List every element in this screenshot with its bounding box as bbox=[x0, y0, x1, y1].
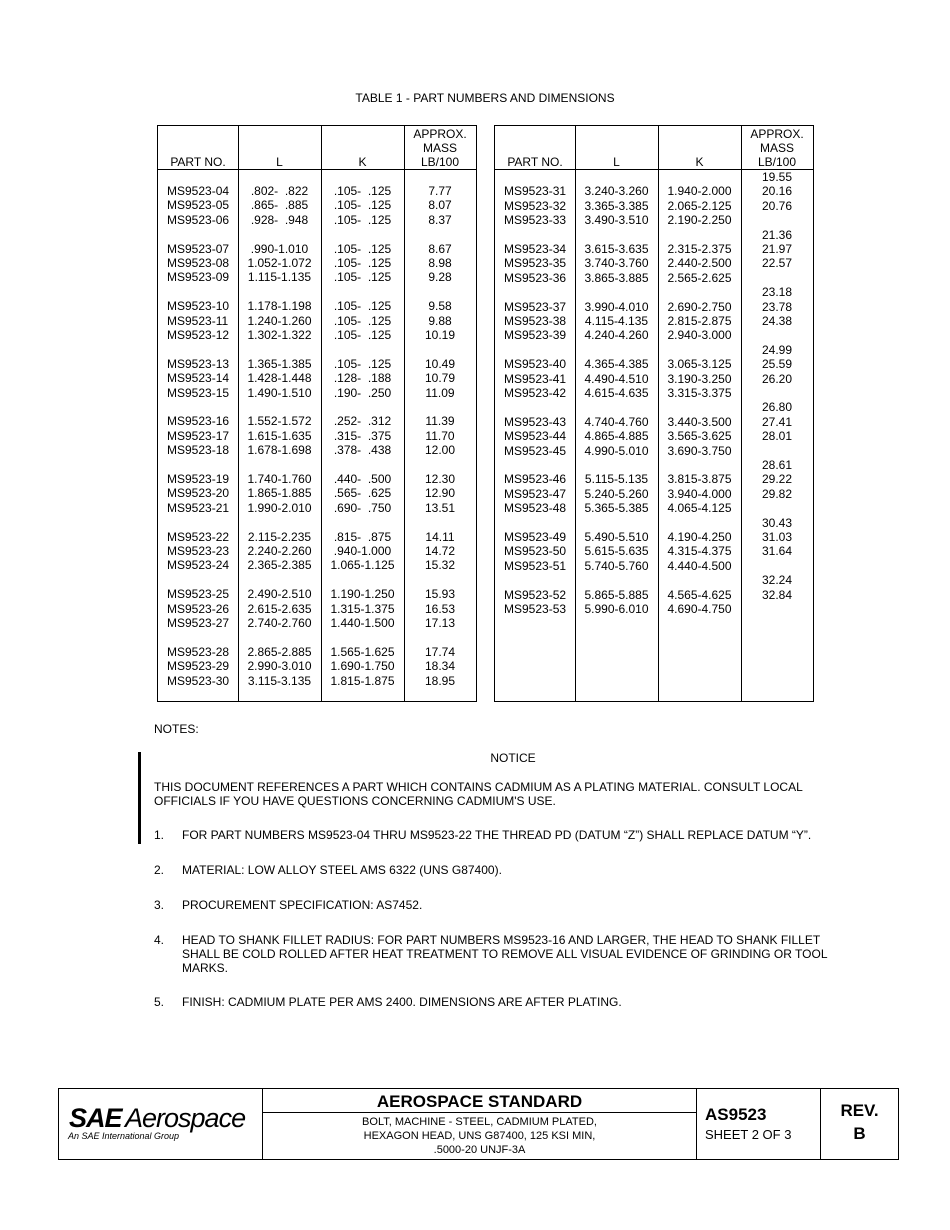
cell-k: .690- .750 bbox=[333, 500, 392, 515]
cell-l: 2.365-2.385 bbox=[247, 558, 312, 573]
cell-k: 2.815-2.875 bbox=[667, 314, 732, 328]
cell-part-no: MS9523-42 bbox=[504, 386, 567, 400]
cell-part-no: MS9523-22 bbox=[167, 529, 230, 544]
cell-l: 5.865-5.885 bbox=[584, 587, 649, 602]
cell-part-no: MS9523-43 bbox=[504, 414, 567, 429]
cell-mass: 17.13 bbox=[424, 616, 456, 630]
cell-part-no: MS9523-48 bbox=[504, 501, 567, 516]
cell-k: .815- .875 bbox=[333, 529, 392, 544]
cell-k: 2.190-2.250 bbox=[667, 213, 732, 228]
cell-k: .440- .500 bbox=[333, 472, 392, 486]
cell-mass: 15.32 bbox=[424, 558, 456, 573]
cell-k: .105- .125 bbox=[333, 313, 392, 328]
header-mass-line3: LB/100 bbox=[420, 155, 460, 169]
cell-part-no: MS9523-29 bbox=[167, 659, 230, 674]
cell-part-no: MS9523-26 bbox=[167, 601, 230, 616]
cell-l: 1.365-1.385 bbox=[247, 356, 312, 371]
cell-mass: 29.22 bbox=[761, 472, 793, 487]
cell-l: 1.552-1.572 bbox=[247, 414, 312, 429]
cell-k: .128- .188 bbox=[333, 371, 392, 386]
cell-part-no: MS9523-39 bbox=[504, 328, 567, 343]
cell-part-no: MS9523-04 bbox=[167, 184, 230, 198]
table-title: TABLE 1 - PART NUMBERS AND DIMENSIONS bbox=[355, 91, 615, 105]
note-text: FOR PART NUMBERS MS9523-04 THRU MS9523-22 THE THREAD PD (DATUM “Z”) SHALL REPLACE DATUM “Y”. bbox=[182, 828, 812, 842]
cell-l: 2.115-2.235 bbox=[247, 529, 312, 544]
cell-part-no: MS9523-37 bbox=[504, 299, 567, 314]
cell-part-no: MS9523-11 bbox=[167, 313, 229, 328]
cell-k: .105- .125 bbox=[333, 241, 392, 256]
cell-l: 3.365-3.385 bbox=[584, 198, 649, 213]
cell-l: 4.490-4.510 bbox=[584, 371, 649, 386]
cell-mass: 11.70 bbox=[425, 428, 455, 443]
cell-part-no: MS9523-31 bbox=[504, 184, 567, 199]
cell-k: 1.940-2.000 bbox=[667, 184, 732, 199]
cell-l: 1.490-1.510 bbox=[247, 385, 312, 400]
cell-part-no: MS9523-38 bbox=[504, 314, 567, 328]
cell-l: 4.365-4.385 bbox=[584, 357, 649, 372]
cell-l: 3.865-3.885 bbox=[584, 270, 649, 285]
cell-mass: 32.84 bbox=[761, 587, 793, 602]
cell-part-no: MS9523-24 bbox=[167, 558, 230, 573]
cell-l: 4.740-4.760 bbox=[584, 414, 649, 429]
cell-mass: 10.79 bbox=[424, 371, 456, 386]
header-mass-line1: APPROX. bbox=[750, 127, 804, 141]
note-text: MATERIAL: LOW ALLOY STEEL AMS 6322 (UNS G87400). bbox=[182, 863, 502, 877]
cell-k: 2.690-2.750 bbox=[667, 299, 732, 314]
cell-part-no: MS9523-30 bbox=[167, 673, 230, 688]
notes-label: NOTES: bbox=[154, 722, 199, 736]
cell-l: 5.740-5.760 bbox=[584, 558, 649, 573]
cell-part-no: MS9523-46 bbox=[504, 472, 567, 487]
cell-l: 5.615-5.635 bbox=[584, 544, 649, 559]
cell-l: 4.115-4.135 bbox=[584, 314, 649, 328]
cell-l: 1.428-1.448 bbox=[247, 371, 312, 386]
notice-text: THIS DOCUMENT REFERENCES A PART WHICH CONTAINS CADMIUM AS A PLATING MATERIAL. CONSULT LOCAL OFFICIALS IF YOU HAVE QUESTIONS CONCERNING CADMIUM'S USE. bbox=[154, 780, 803, 808]
cell-mass: 20.16 bbox=[761, 184, 793, 199]
note-number: 1. bbox=[154, 828, 165, 842]
cell-part-no: MS9523-21 bbox=[167, 500, 230, 515]
cell-l: 1.178-1.198 bbox=[247, 299, 312, 314]
cell-k: 4.690-4.750 bbox=[667, 602, 732, 616]
table-header bbox=[495, 126, 813, 170]
cell-part-no: MS9523-25 bbox=[167, 587, 230, 602]
cell-k: 2.315-2.375 bbox=[667, 242, 732, 256]
revision-label: REV. bbox=[840, 1101, 879, 1120]
cell-mass: 14.72 bbox=[424, 544, 456, 558]
cell-part-no: MS9523-52 bbox=[504, 587, 567, 602]
cell-l: 5.990-6.010 bbox=[584, 602, 649, 616]
cell-mass: 23.18 bbox=[761, 285, 793, 300]
cell-l: 2.740-2.760 bbox=[247, 616, 312, 630]
logo-aerospace-text: Aerospace bbox=[125, 1103, 246, 1133]
cell-k: .940-1.000 bbox=[333, 544, 392, 558]
cell-mass: 31.03 bbox=[761, 530, 793, 544]
note-text: FINISH: CADMIUM PLATE PER AMS 2400. DIMENSIONS ARE AFTER PLATING. bbox=[182, 995, 622, 1009]
notice-title: NOTICE bbox=[490, 751, 536, 765]
cell-l: 5.240-5.260 bbox=[584, 486, 649, 501]
cell-k: 3.315-3.375 bbox=[667, 386, 732, 400]
standard-heading: AEROSPACE STANDARD bbox=[263, 1089, 696, 1113]
cell-mass: 32.24 bbox=[761, 573, 793, 588]
sheet-number: SHEET 2 OF 3 bbox=[705, 1127, 792, 1142]
cell-l: 5.115-5.135 bbox=[584, 472, 649, 487]
cell-mass: 8.98 bbox=[428, 256, 452, 270]
cell-mass: 30.43 bbox=[761, 515, 793, 530]
cell-part-no: MS9523-50 bbox=[504, 544, 567, 559]
cell-l: .928- .948 bbox=[250, 212, 309, 227]
cell-part-no: MS9523-27 bbox=[167, 616, 230, 630]
document-description bbox=[263, 1115, 696, 1157]
cell-l: 3.240-3.260 bbox=[584, 184, 649, 199]
cell-k: 1.065-1.125 bbox=[330, 558, 395, 573]
cell-part-no: MS9523-15 bbox=[167, 385, 230, 400]
cell-part-no: MS9523-09 bbox=[167, 270, 230, 285]
cell-k: 4.315-4.375 bbox=[667, 544, 732, 559]
cell-k: .252- .312 bbox=[333, 414, 392, 429]
cell-part-no: MS9523-32 bbox=[504, 198, 567, 213]
cell-mass: 27.41 bbox=[761, 414, 793, 429]
cell-k: 3.815-3.875 bbox=[667, 472, 732, 487]
cell-l: 3.490-3.510 bbox=[584, 213, 649, 228]
cell-mass: 8.67 bbox=[428, 241, 452, 256]
cell-k: 2.940-3.000 bbox=[667, 328, 732, 343]
note-text: PROCUREMENT SPECIFICATION: AS7452. bbox=[182, 898, 423, 912]
cell-mass: 26.80 bbox=[761, 400, 793, 415]
cell-part-no: MS9523-34 bbox=[504, 242, 567, 256]
cell-part-no: MS9523-20 bbox=[167, 486, 230, 501]
cell-mass: 20.76 bbox=[761, 198, 793, 213]
cell-mass: 11.39 bbox=[425, 414, 455, 429]
cell-part-no: MS9523-13 bbox=[167, 356, 230, 371]
cell-mass: 15.93 bbox=[424, 587, 456, 602]
cell-mass: 17.74 bbox=[424, 644, 456, 659]
cell-part-no: MS9523-14 bbox=[167, 371, 230, 386]
cell-l: 3.615-3.635 bbox=[584, 242, 649, 256]
cell-mass: 25.59 bbox=[761, 357, 793, 372]
cell-k: .105- .125 bbox=[333, 256, 392, 270]
cell-part-no: MS9523-05 bbox=[167, 198, 230, 213]
cell-l: .802- .822 bbox=[250, 184, 309, 198]
cell-mass: 12.90 bbox=[424, 486, 456, 501]
header-l: L bbox=[613, 155, 620, 169]
cell-k: .105- .125 bbox=[333, 270, 392, 285]
cell-mass: 10.19 bbox=[424, 328, 456, 342]
note-number: 2. bbox=[154, 863, 165, 877]
cell-mass: 29.82 bbox=[761, 486, 793, 501]
revision-value: B bbox=[853, 1124, 866, 1143]
document-title-cell bbox=[263, 1089, 697, 1159]
table-header bbox=[158, 126, 476, 170]
cell-k: 2.565-2.625 bbox=[667, 270, 732, 285]
parts-table-right bbox=[494, 125, 814, 702]
cell-k: 3.690-3.750 bbox=[667, 443, 732, 458]
cell-mass: 12.30 bbox=[424, 472, 456, 486]
logo-subtitle: An SAE International Group bbox=[68, 1131, 180, 1141]
header-part-no: PART NO. bbox=[170, 155, 226, 169]
header-part-no: PART NO. bbox=[507, 155, 563, 169]
header-k: K bbox=[358, 155, 367, 169]
cell-k: 3.065-3.125 bbox=[667, 357, 732, 372]
cell-part-no: MS9523-53 bbox=[504, 602, 567, 616]
cell-k: 2.440-2.500 bbox=[667, 256, 732, 271]
cell-k: 4.565-4.625 bbox=[667, 587, 732, 602]
cell-part-no: MS9523-17 bbox=[167, 428, 230, 443]
revision-bar bbox=[138, 752, 141, 844]
cell-mass: 10.49 bbox=[424, 356, 456, 371]
cell-mass: 24.38 bbox=[761, 314, 793, 328]
cell-mass: 21.36 bbox=[761, 227, 793, 242]
sae-aerospace-logo bbox=[59, 1089, 263, 1159]
cell-part-no: MS9523-19 bbox=[167, 472, 230, 486]
cell-k: .315- .375 bbox=[333, 428, 392, 443]
title-block bbox=[58, 1088, 899, 1160]
cell-mass: 31.64 bbox=[761, 544, 793, 559]
cell-k: 3.565-3.625 bbox=[667, 429, 732, 444]
cell-mass: 21.97 bbox=[761, 242, 793, 256]
note-text: HEAD TO SHANK FILLET RADIUS: FOR PART NUMBERS MS9523-16 AND LARGER, THE HEAD TO SHANK FILLET SHALL BE COLD ROLLED AFTER HEAT TREATMENT TO REMOVE ALL VISUAL EVIDENCE OF GRINDING OR TOOL MARKS. bbox=[182, 933, 828, 975]
cell-part-no: MS9523-40 bbox=[504, 357, 567, 372]
cell-k: 4.065-4.125 bbox=[667, 501, 732, 516]
cell-part-no: MS9523-18 bbox=[167, 443, 230, 458]
cell-k: .105- .125 bbox=[333, 184, 392, 198]
cell-k: 1.190-1.250 bbox=[330, 587, 395, 602]
cell-mass: 9.28 bbox=[428, 270, 452, 285]
note-number: 4. bbox=[154, 933, 165, 947]
cell-part-no: MS9523-51 bbox=[504, 558, 567, 573]
cell-l: 1.865-1.885 bbox=[247, 486, 312, 501]
cell-k: .105- .125 bbox=[333, 198, 392, 213]
cell-mass: 8.07 bbox=[428, 198, 452, 213]
cell-k: 4.440-4.500 bbox=[667, 558, 732, 573]
cell-mass: 14.11 bbox=[425, 529, 455, 544]
cell-mass: 26.20 bbox=[761, 371, 793, 386]
cell-mass: 28.61 bbox=[761, 458, 793, 472]
cell-l: .865- .885 bbox=[250, 198, 309, 213]
description-line: .5000-20 UNJF-3A bbox=[433, 1144, 526, 1156]
header-mass-line2: MASS bbox=[422, 141, 457, 155]
note-number: 3. bbox=[154, 898, 165, 912]
cell-k: 4.190-4.250 bbox=[667, 530, 732, 544]
cell-part-no: MS9523-07 bbox=[167, 241, 230, 256]
cell-k: .190- .250 bbox=[333, 385, 392, 400]
cell-l: 2.490-2.510 bbox=[247, 587, 312, 602]
cell-mass: 13.51 bbox=[424, 500, 456, 515]
cell-part-no: MS9523-44 bbox=[504, 429, 567, 444]
cell-part-no: MS9523-35 bbox=[504, 256, 567, 271]
cell-mass: 23.78 bbox=[761, 299, 793, 314]
cell-l: 3.740-3.760 bbox=[584, 256, 649, 271]
cell-k: .105- .125 bbox=[333, 299, 392, 314]
standard-number-cell bbox=[697, 1089, 821, 1159]
cell-part-no: MS9523-45 bbox=[504, 443, 567, 458]
cell-part-no: MS9523-12 bbox=[167, 328, 230, 342]
cell-k: 3.190-3.250 bbox=[667, 371, 732, 386]
cell-part-no: MS9523-28 bbox=[167, 644, 230, 659]
cell-part-no: MS9523-23 bbox=[167, 544, 230, 558]
parts-table-left bbox=[157, 125, 477, 702]
cell-mass: 24.99 bbox=[761, 342, 793, 357]
cell-mass: 18.34 bbox=[424, 659, 456, 674]
description-line: HEXAGON HEAD, UNS G87400, 125 KSI MIN, bbox=[363, 1130, 596, 1142]
cell-mass: 16.53 bbox=[424, 601, 456, 616]
cell-l: 2.990-3.010 bbox=[247, 659, 312, 674]
logo-sae-text: SAE bbox=[69, 1103, 122, 1133]
cell-mass: 18.95 bbox=[424, 673, 456, 688]
cell-part-no: MS9523-16 bbox=[167, 414, 230, 429]
cell-k: 1.315-1.375 bbox=[330, 601, 395, 616]
standard-number: AS9523 bbox=[705, 1105, 767, 1124]
cell-l: 3.990-4.010 bbox=[584, 299, 649, 314]
cell-part-no: MS9523-47 bbox=[504, 486, 567, 501]
cell-k: .378- .438 bbox=[333, 443, 392, 458]
cell-l: 4.865-4.885 bbox=[584, 429, 649, 444]
cell-l: 1.740-1.760 bbox=[247, 472, 312, 486]
cell-part-no: MS9523-36 bbox=[504, 270, 567, 285]
cell-mass: 22.57 bbox=[761, 256, 793, 271]
cell-part-no: MS9523-10 bbox=[167, 299, 230, 314]
cell-l: 1.052-1.072 bbox=[247, 256, 312, 270]
cell-l: 4.615-4.635 bbox=[584, 386, 649, 400]
header-mass-line1: APPROX. bbox=[413, 127, 467, 141]
revision-cell bbox=[821, 1089, 898, 1159]
cell-mass: 11.09 bbox=[425, 385, 455, 400]
cell-k: .105- .125 bbox=[333, 212, 392, 227]
cell-l: 1.615-1.635 bbox=[247, 428, 312, 443]
header-l: L bbox=[276, 155, 283, 169]
cell-l: 4.990-5.010 bbox=[584, 443, 649, 458]
note-number: 5. bbox=[154, 995, 165, 1009]
cell-l: 1.678-1.698 bbox=[247, 443, 312, 458]
cell-mass: 19.55 bbox=[761, 170, 793, 184]
header-mass-line2: MASS bbox=[759, 141, 794, 155]
cell-part-no: MS9523-33 bbox=[504, 213, 567, 228]
cell-part-no: MS9523-06 bbox=[167, 212, 230, 227]
header-mass-line3: LB/100 bbox=[757, 155, 797, 169]
cell-l: 2.865-2.885 bbox=[247, 644, 312, 659]
cell-mass: 12.00 bbox=[424, 443, 456, 458]
cell-l: 3.115-3.135 bbox=[247, 673, 312, 688]
description-line: BOLT, MACHINE - STEEL, CADMIUM PLATED, bbox=[362, 1116, 597, 1128]
cell-l: 1.115-1.135 bbox=[247, 270, 312, 285]
cell-l: 5.365-5.385 bbox=[584, 501, 649, 516]
cell-mass: 9.58 bbox=[428, 299, 452, 314]
cell-k: 3.440-3.500 bbox=[667, 414, 732, 429]
cell-part-no: MS9523-41 bbox=[504, 371, 567, 386]
cell-mass: 28.01 bbox=[761, 429, 793, 444]
cell-k: 1.565-1.625 bbox=[330, 644, 395, 659]
cell-k: .565- .625 bbox=[333, 486, 392, 501]
cell-k: .105- .125 bbox=[333, 356, 392, 371]
cell-l: 1.990-2.010 bbox=[247, 500, 312, 515]
cell-l: 4.240-4.260 bbox=[584, 328, 649, 343]
cell-k: 2.065-2.125 bbox=[667, 198, 732, 213]
cell-l: 2.615-2.635 bbox=[247, 601, 312, 616]
cell-part-no: MS9523-08 bbox=[167, 256, 230, 270]
cell-l: 1.240-1.260 bbox=[247, 313, 312, 328]
cell-l: .990-1.010 bbox=[250, 241, 309, 256]
cell-mass: 8.37 bbox=[428, 212, 452, 227]
cell-l: 5.490-5.510 bbox=[584, 530, 649, 544]
cell-l: 1.302-1.322 bbox=[247, 328, 312, 342]
cell-k: 1.690-1.750 bbox=[330, 659, 395, 674]
cell-mass: 9.88 bbox=[428, 313, 452, 328]
cell-k: 1.815-1.875 bbox=[330, 673, 395, 688]
cell-part-no: MS9523-49 bbox=[504, 530, 567, 544]
cell-mass: 7.77 bbox=[428, 184, 452, 198]
cell-k: 3.940-4.000 bbox=[667, 486, 732, 501]
cell-k: 1.440-1.500 bbox=[330, 616, 395, 630]
header-k: K bbox=[695, 155, 704, 169]
cell-k: .105- .125 bbox=[333, 328, 392, 342]
cell-l: 2.240-2.260 bbox=[247, 544, 312, 558]
